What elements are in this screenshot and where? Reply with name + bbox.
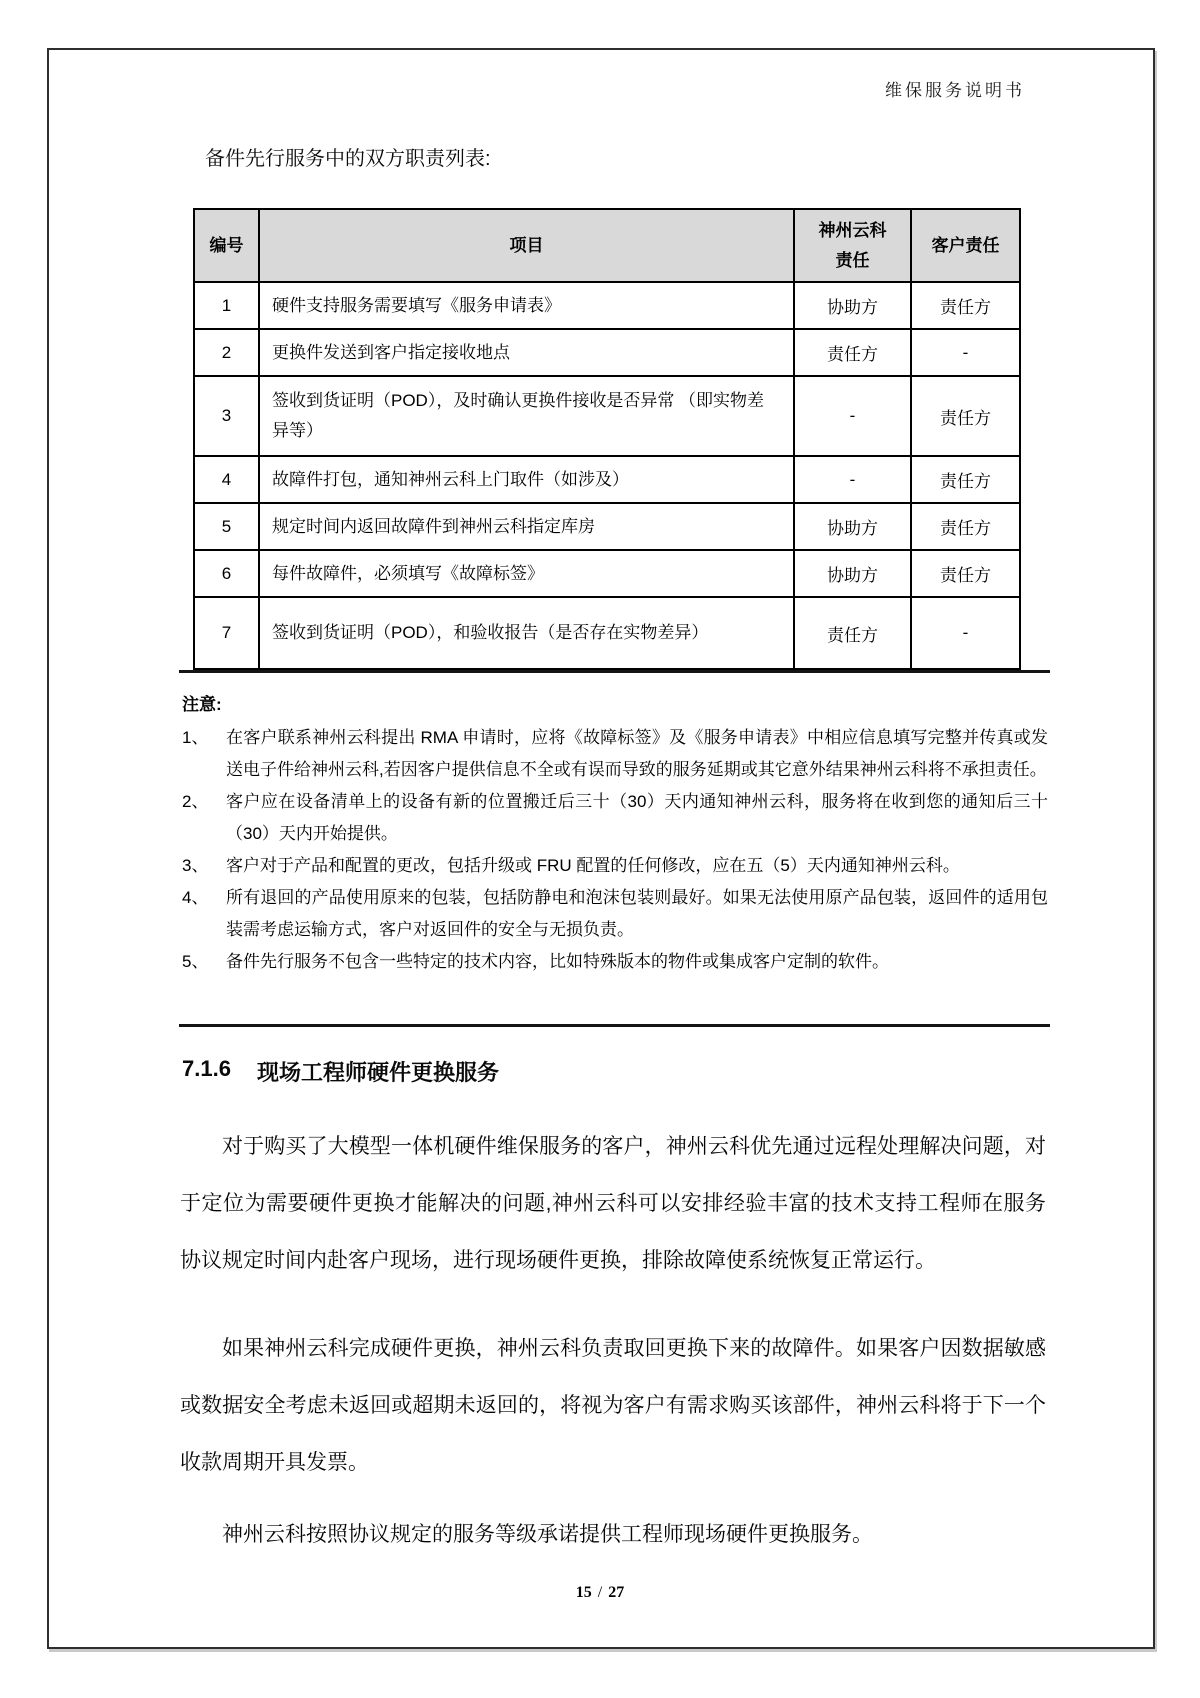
note-item [182, 786, 1048, 850]
row-vendor-role: - [794, 456, 911, 503]
row-customer-role: - [911, 329, 1020, 376]
note-number: 4、 [182, 888, 209, 907]
row-vendor-role: - [794, 376, 911, 456]
note-number: 1、 [182, 728, 209, 747]
row-item: 每件故障件，必须填写《故障标签》 [259, 550, 794, 597]
note-item [182, 850, 1048, 882]
row-customer-role: 责任方 [911, 503, 1020, 550]
row-item: 故障件打包，通知神州云科上门取件（如涉及） [259, 456, 794, 503]
note-number: 2、 [182, 792, 209, 811]
note-text: 备件先行服务不包含一些特定的技术内容，比如特殊版本的物件或集成客户定制的软件。 [226, 952, 889, 971]
note-text: 客户应在设备清单上的设备有新的位置搬迁后三十（30）天内通知神州云科，服务将在收到您的通知后三十（30）天内开始提供。 [226, 792, 1048, 843]
note-number: 3、 [182, 856, 209, 875]
note-item [182, 722, 1048, 786]
row-item: 签收到货证明（POD），及时确认更换件接收是否异常 （即实物差异等） [259, 376, 794, 456]
row-item: 签收到货证明（POD），和验收报告（是否存在实物差异） [259, 597, 794, 669]
section-heading [182, 1056, 499, 1087]
header-vendor-line2: 责任 [835, 250, 870, 270]
section-number: 7.1.6 [182, 1056, 231, 1081]
table-row [194, 282, 1020, 329]
row-customer-role: 责任方 [911, 550, 1020, 597]
row-number: 6 [194, 550, 259, 597]
row-number: 5 [194, 503, 259, 550]
responsibilities-table [193, 208, 1021, 670]
page-number-total: 27 [608, 1584, 625, 1601]
section-title: 现场工程师硬件更换服务 [256, 1060, 499, 1085]
table-header-row [194, 209, 1020, 282]
note-item [182, 946, 1048, 978]
table-row [194, 550, 1020, 597]
header-cell-item: 项目 [259, 209, 794, 282]
table-row [194, 329, 1020, 376]
row-customer-role: - [911, 597, 1020, 669]
note-text: 客户对于产品和配置的更改，包括升级或 FRU 配置的任何修改，应在五（5）天内通知神州云科。 [226, 856, 960, 875]
row-item: 更换件发送到客户指定接收地点 [259, 329, 794, 376]
table-row [194, 456, 1020, 503]
page-number-separator: / [597, 1584, 603, 1601]
note-item [182, 882, 1048, 946]
row-customer-role: 责任方 [911, 282, 1020, 329]
row-item: 规定时间内返回故障件到神州云科指定库房 [259, 503, 794, 550]
notes-list [182, 722, 1048, 978]
table-intro-text: 备件先行服务中的双方职责列表: [205, 148, 491, 170]
notes-label: 注意: [182, 695, 222, 714]
header-cell-vendor-responsibility [794, 209, 911, 282]
body-paragraph: 如果神州云科完成硬件更换，神州云科负责取回更换下来的故障件。如果客户因数据敏感或数据安全考虑未返回或超期未返回的，将视为客户有需求购买该部件，神州云科将于下一个收款周期开具发票。 [180, 1337, 1046, 1474]
row-customer-role: 责任方 [911, 376, 1020, 456]
row-vendor-role: 责任方 [794, 597, 911, 669]
row-number: 1 [194, 282, 259, 329]
header-cell-customer-responsibility: 客户责任 [911, 209, 1020, 282]
page-number-current: 15 [575, 1584, 592, 1601]
row-vendor-role: 责任方 [794, 329, 911, 376]
section-divider-top [179, 670, 1050, 673]
row-number: 7 [194, 597, 259, 669]
row-number: 4 [194, 456, 259, 503]
body-paragraph: 对于购买了大模型一体机硬件维保服务的客户，神州云科优先通过远程处理解决问题，对于定位为需要硬件更换才能解决的问题,神州云科可以安排经验丰富的技术支持工程师在服务协议规定时间内赴客户现场，进行现场硬件更换，排除故障使系统恢复正常运行。 [180, 1135, 1046, 1272]
row-number: 3 [194, 376, 259, 456]
table-row [194, 376, 1020, 456]
row-customer-role: 责任方 [911, 456, 1020, 503]
note-number: 5、 [182, 952, 209, 971]
header-vendor-line1: 神州云科 [818, 220, 887, 240]
note-text: 所有退回的产品使用原来的包装，包括防静电和泡沫包装则最好。如果无法使用原产品包装，返回件的适用包装需考虑运输方式，客户对返回件的安全与无损负责。 [226, 888, 1048, 939]
row-vendor-role: 协助方 [794, 282, 911, 329]
row-item: 硬件支持服务需要填写《服务申请表》 [259, 282, 794, 329]
document-header-title: 维保服务说明书 [885, 81, 1025, 100]
header-cell-number: 编号 [194, 209, 259, 282]
row-vendor-role: 协助方 [794, 550, 911, 597]
page-number [0, 1584, 1200, 1602]
row-vendor-role: 协助方 [794, 503, 911, 550]
table-row [194, 503, 1020, 550]
note-text: 在客户联系神州云科提出 RMA 申请时，应将《故障标签》及《服务申请表》中相应信息填写完整并传真或发送电子件给神州云科,若因客户提供信息不全或有误而导致的服务延期或其它意外结果神州云科将不承担责任。 [226, 728, 1048, 779]
section-divider-bottom [179, 1024, 1050, 1027]
row-number: 2 [194, 329, 259, 376]
table-row [194, 597, 1020, 669]
body-paragraph: 神州云科按照协议规定的服务等级承诺提供工程师现场硬件更换服务。 [222, 1523, 873, 1546]
